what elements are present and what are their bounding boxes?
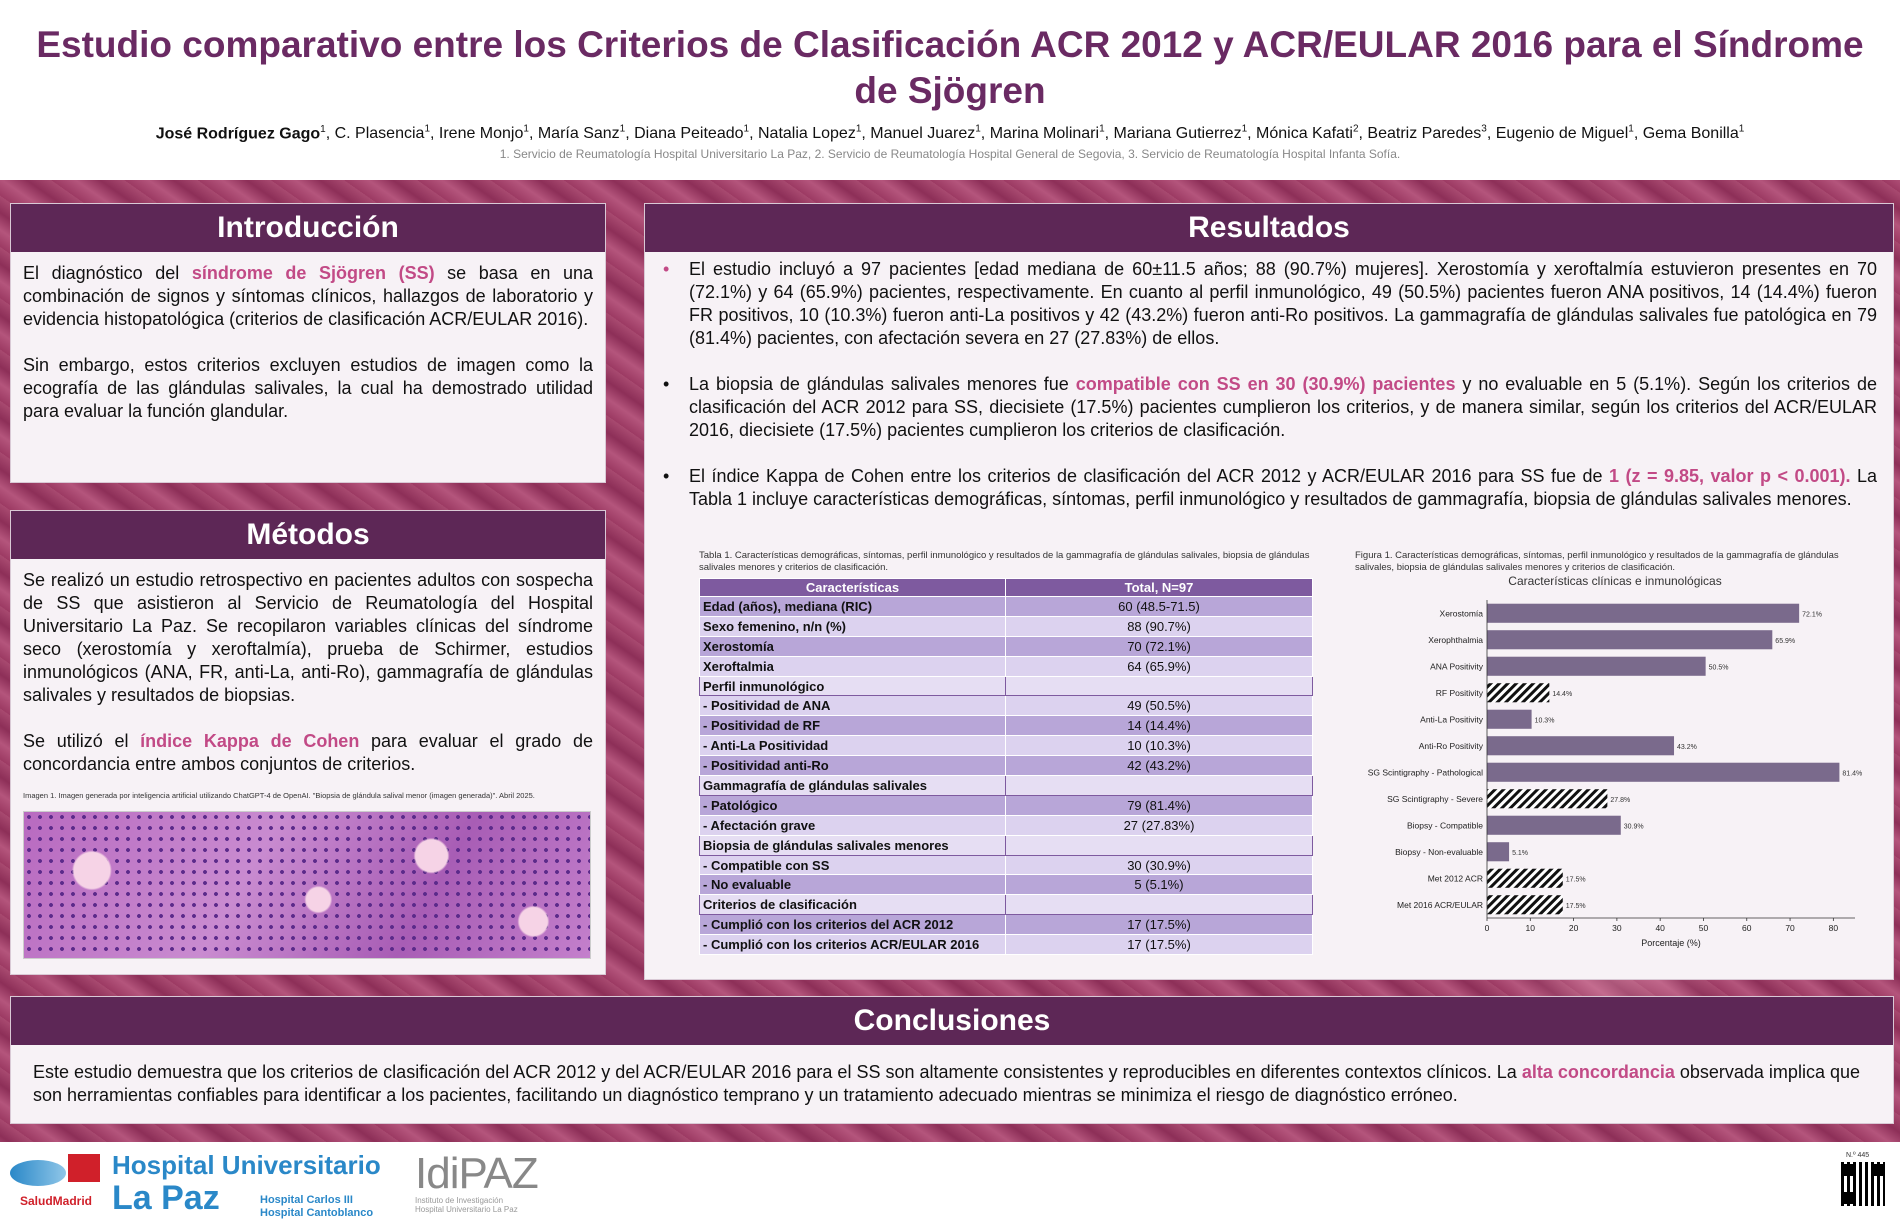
chart-category-label: SG Scintigraphy - Severe [1387, 793, 1483, 804]
table-cell-value: 70 (72.1%) [1006, 636, 1313, 656]
bullet-icon: • [663, 259, 670, 279]
chart-bar [1487, 630, 1772, 649]
chart-data-label: 10.3% [1534, 717, 1555, 725]
highlight-sjogren: síndrome de Sjögren (SS) [191, 263, 435, 283]
table-row [700, 935, 1313, 955]
figure-caption: Figura 1. Características demográficas, síntomas, perfil inmunológico y resultados de la gammagrafía de glándulas salivales, biopsia de glándulas salivales menores y criterios de clasificación. [1355, 550, 1839, 573]
table-cell-value: 17 (17.5%) [1006, 915, 1313, 935]
chart-title: Características clínicas e inmunológicas [1508, 574, 1722, 588]
chart-bar [1487, 869, 1563, 888]
bar-chart [1355, 588, 1875, 958]
table-cell-value: 42 (43.2%) [1006, 756, 1313, 776]
chart-data-label: 27.8% [1610, 796, 1631, 804]
coauthor: , María Sanz$^1$ [528, 124, 626, 143]
intro-paragraph-1: El diagnóstico del síndrome de Sjögren (SS) se basa en una combinación de signos y síntomas clínicos, hallazgos de laboratorio y evidencia histopatológica (criterios de clasificación ACR/EULAR 2016). [23, 263, 593, 329]
table-cell-label: - Patológico [700, 795, 1006, 815]
table-cell-label: - Afectación grave [700, 815, 1006, 835]
table-cell-value [1006, 895, 1313, 915]
chart-data-label: 17.5% [1565, 876, 1586, 884]
bullet-icon: • [663, 374, 670, 394]
chart-data-label: 17.5% [1565, 902, 1586, 910]
footer [0, 1142, 1900, 1221]
table-cell-value: 88 (90.7%) [1006, 616, 1313, 636]
characteristics-table [699, 578, 1313, 955]
chart-bar [1487, 657, 1706, 676]
poster-header [0, 0, 1900, 180]
chart-data-label: 14.4% [1552, 690, 1573, 698]
table-row [700, 776, 1313, 796]
results-bullet-2: • La biopsia de glándulas salivales menores fue compatible con SS en 30 (30.9%) pacientes y no evaluable en 5 (5.1%). Según los criterios de clasificación del ACR 2012 para SS, diecisiete (17.5%) pacientes cumplieron los criterios, y de manera similar, según los criterios del ACR/EULAR 2016, diecisiete (17.5%) pacientes cumplieron los criterios de clasificación. [663, 374, 1877, 440]
chart-category-label: Anti-La Positivity [1420, 714, 1483, 725]
poster-title: Estudio comparativo entre los Criterios de Clasificación ACR 2012 y ACR/EULAR 2016 para el Síndrome de Sjögren [36, 24, 1864, 111]
chart-category-label: Biopsy - Compatible [1406, 820, 1483, 831]
table-cell-label: Edad (años), mediana (RIC) [700, 597, 1006, 617]
table-row [700, 756, 1313, 776]
chart-category-label: Biopsy - Non-evaluable [1395, 846, 1483, 857]
results-list [645, 252, 1893, 511]
coauthor: , Marina Molinari$^1$ [980, 124, 1105, 143]
table-cell-label: Perfil inmunológico [700, 676, 1006, 696]
table-row [700, 855, 1313, 875]
intro-paragraph-2: Sin embargo, estos criterios excluyen estudios de imagen como la ecografía de las glándulas salivales, la cual ha demostrado utilidad para evaluar la función glandular. [23, 355, 593, 421]
coauthor: , Diana Peiteado$^1$ [625, 124, 750, 143]
highlight-concordance: alta concordancia [1521, 1062, 1675, 1082]
table-cell-label: Sexo femenino, n/n (%) [700, 616, 1006, 636]
table-cell-value: 60 (48.5-71.5) [1006, 597, 1313, 617]
coauthor: , Eugenio de Miguel$^1$ [1486, 124, 1634, 143]
coauthor: , Irene Monjo$^1$ [430, 124, 529, 143]
methods-paragraph-1: Se realizó un estudio retrospectivo en pacientes adultos con sospecha de SS que asistieron al Servicio de Reumatología del Hospital Universitario La Paz. Se recopilaron variables clínicas del síndrome seco (xerostomía y xeroftalmía), prueba de Schirmer, estudios inmunológicos (ANA, FR, anti-La, anti-Ro), gammagrafía de glándulas salivales y resultados de biopsias. [23, 570, 593, 705]
chart-data-label: 50.5% [1708, 664, 1729, 672]
results-bullet-3: • El índice Kappa de Cohen entre los criterios de clasificación del ACR 2012 y ACR/EULAR 2016 para SS fue de 1 (z = 9.85, valor p < 0.001). La Tabla 1 incluye características demográficas, síntomas, perfil inmunológico y resultados de gammagrafía, biopsia de glándulas salivales menores. [663, 466, 1877, 509]
table-row [700, 815, 1313, 835]
chart-data-label: 81.4% [1842, 770, 1863, 778]
table-cell-value: 14 (14.4%) [1006, 716, 1313, 736]
coauthor: , C. Plasencia$^1$ [325, 124, 430, 143]
affiliations: 1. Servicio de Reumatología Hospital Universitario La Paz, 2. Servicio de Reumatología Hospital General de Segovia, 3. Servicio de Reumatología Hospital Infanta Sofía. [499, 147, 1401, 162]
chart-category-label: RF Positivity [1435, 687, 1483, 698]
coauthor: , Mónica Kafati$^2$ [1247, 124, 1359, 143]
table-row [700, 736, 1313, 756]
chart-category-label: Anti-Ro Positivity [1418, 740, 1483, 751]
chart-data-label: 72.1% [1802, 611, 1823, 619]
table-cell-label: - Anti-La Positividad [700, 736, 1006, 756]
table-cell-value: 17 (17.5%) [1006, 935, 1313, 955]
table-row [700, 915, 1313, 935]
table-cell-label: - Cumplió con los criterios del ACR 2012 [700, 915, 1006, 935]
table-cell-value: 10 (10.3%) [1006, 736, 1313, 756]
table-cell-value: 27 (27.83%) [1006, 815, 1313, 835]
chart-data-label: 5.1% [1512, 849, 1529, 857]
coauthors [326, 125, 1745, 142]
salud-madrid-logo: SaludMadrid [10, 1150, 102, 1214]
x-tick-label: 70 [1785, 923, 1795, 933]
results-panel [644, 203, 1894, 980]
table-cell-label: - Cumplió con los criterios ACR/EULAR 2016 [700, 935, 1006, 955]
coauthor: , Beatriz Paredes$^3$ [1358, 124, 1487, 143]
table-cell-value [1006, 676, 1313, 696]
conclusions-text: Este estudio demuestra que los criterios de clasificación del ACR 2012 y del ACR/EULAR 2016 para el SS son altamente consistentes y reproducibles en diferentes contextos clínicos. La alta concordancia observada implica que son herramientas confiables para identificar a los pacientes, facilitando un diagnóstico temprano y un tratamiento adecuado mientras se minimiza el riesgo de diagnóstico erróneo. [33, 1062, 1860, 1105]
chart-bar [1487, 710, 1532, 729]
coauthor: , Gema Bonilla$^1$ [1633, 124, 1745, 143]
chart-data-label: 65.9% [1775, 637, 1796, 645]
coauthor: , Natalia Lopez$^1$ [749, 124, 862, 143]
x-tick-label: 40 [1655, 923, 1665, 933]
table-1 [699, 550, 1319, 955]
table-cell-value: 64 (65.9%) [1006, 656, 1313, 676]
conclusions-panel [10, 996, 1894, 1124]
table-cell-value: 5 (5.1%) [1006, 875, 1313, 895]
x-tick-label: 60 [1742, 923, 1752, 933]
chart-category-label: Xerostomía [1439, 608, 1483, 619]
x-tick-label: 20 [1568, 923, 1579, 933]
table-row [700, 616, 1313, 636]
bullet-icon: • [663, 466, 670, 486]
table-row [700, 895, 1313, 915]
table-row [700, 716, 1313, 736]
poster-number: N.º 445 [1846, 1152, 1870, 1159]
intro-panel [10, 203, 606, 483]
table-cell-label: - Compatible con SS [700, 855, 1006, 875]
table-cell-label: - No evaluable [700, 875, 1006, 895]
first-author: José Rodríguez Gago [155, 125, 321, 143]
results-bullet-1: • El estudio incluyó a 97 pacientes [edad mediana de 60±11.5 años; 88 (90.7%) mujeres]. Xerostomía y xeroftalmía estuvieron presentes en 70 (72.1%) y 64 (65.9%) pacientes, respectivamente. En cuanto al perfil inmunológico, 49 (50.5%) pacientes fueron ANA positivos, 14 (14.4%) fueron FR positivos, 10 (10.3%) fueron anti-La positivos y 42 (43.2%) fueron anti-Ro positivos. La gammagrafía de glándulas salivales fue patológica en 79 (81.4%) pacientes, con afectación severa en 27 (27.83%) de ellos. [663, 259, 1877, 348]
table-cell-label: - Positividad anti-Ro [700, 756, 1006, 776]
highlight-kappa: índice Kappa de Cohen [140, 731, 360, 751]
table-row [700, 795, 1313, 815]
table-row [700, 875, 1313, 895]
table-row [700, 835, 1313, 855]
table-cell-value: 79 (81.4%) [1006, 795, 1313, 815]
chart-category-label: ANA Positivity [1430, 661, 1483, 672]
results-heading: Resultados [645, 204, 1893, 252]
table-cell-label: - Positividad de ANA [700, 696, 1006, 716]
table-cell-value: 30 (30.9%) [1006, 855, 1313, 875]
table-cell-value [1006, 776, 1313, 796]
table-row [700, 597, 1313, 617]
methods-panel [10, 510, 606, 975]
chart-category-label: SG Scintigraphy - Pathological [1367, 767, 1483, 778]
author-list: José Rodríguez Gago$^1$, C. Plasencia$^1$, Irene Monjo$^1$, María Sanz$^1$, Diana Peiteado$^1$, Natalia Lopez$^1$, Manuel Juarez$^1$, Marina Molinari$^1$, Mariana Gutierrez$^1$, Mónica Kafati$^2$, Beatriz Paredes$^3$, Eugenio de Miguel$^1$, Gema Bonilla$^1$ [155, 124, 1745, 143]
x-axis-label: Porcentaje (%) [1641, 938, 1701, 948]
chart-bar [1487, 763, 1839, 782]
table-cell-label: Criterios de clasificación [700, 895, 1006, 915]
methods-heading: Métodos [11, 511, 605, 559]
methods-paragraph-2: Se utilizó el índice Kappa de Cohen para evaluar el grado de concordancia entre ambos conjuntos de criterios. [23, 731, 593, 774]
table-header: Características [700, 579, 1006, 597]
highlight-kappa-value: 1 (z = 9.85, valor p < 0.001). [1609, 466, 1851, 486]
chart-category-label: Met 2016 ACR/EULAR [1397, 899, 1483, 910]
highlight-biopsy: compatible con SS en 30 (30.9%) pacientes [1075, 374, 1456, 394]
x-tick-label: 80 [1828, 923, 1839, 933]
histology-image [23, 811, 591, 959]
table-cell-value [1006, 835, 1313, 855]
chart-category-label: Xerophthalmia [1428, 634, 1483, 645]
chart-bar [1487, 842, 1509, 861]
table-cell-value: 49 (50.5%) [1006, 696, 1313, 716]
x-tick-label: 10 [1525, 923, 1536, 933]
x-tick-label: 30 [1612, 923, 1622, 933]
table-row [700, 636, 1313, 656]
image-caption: Imagen 1. Imagen generada por inteligencia artificial utilizando ChatGPT-4 de OpenAI. "Biopsia de glándula salival menor (imagen generada)". Abril 2025. [23, 791, 535, 800]
chart-data-label: 30.9% [1623, 823, 1644, 831]
x-tick-label: 0 [1484, 923, 1490, 933]
table-cell-label: Xeroftalmia [700, 656, 1006, 676]
chart-bar [1487, 604, 1799, 623]
table-cell-label: Gammagrafía de glándulas salivales [700, 776, 1006, 796]
table-row [700, 696, 1313, 716]
chart-category-label: Met 2012 ACR [1427, 873, 1483, 884]
x-tick-label: 50 [1698, 923, 1709, 933]
chart-bar [1487, 895, 1563, 914]
intro-heading: Introducción [11, 204, 605, 252]
table-header: Total, N=97 [1006, 579, 1313, 597]
table-row [700, 676, 1313, 696]
coauthor: , Mariana Gutierrez$^1$ [1104, 124, 1248, 143]
coauthor: , Manuel Juarez$^1$ [861, 124, 981, 143]
table-cell-label: Biopsia de glándulas salivales menores [700, 835, 1006, 855]
chart-bar [1487, 736, 1674, 755]
chart-bar [1487, 789, 1607, 808]
qr-code-icon [1841, 1162, 1885, 1206]
hospital-logo: Hospital Universitario La Paz Hospital Carlos III Hospital Cantoblanco [112, 1150, 381, 1219]
table-cell-label: - Positividad de RF [700, 716, 1006, 736]
table-caption: Tabla 1. Características demográficas, síntomas, perfil inmunológico y resultados de la gammagrafía de glándulas salivales, biopsia de glándulas salivales menores y criterios de clasificación. [699, 550, 1310, 573]
figure-1 [1355, 550, 1875, 963]
chart-bar [1487, 683, 1549, 702]
chart-data-label: 43.2% [1677, 743, 1697, 751]
table-row [700, 656, 1313, 676]
chart-bar [1487, 816, 1621, 835]
idipaz-logo: IdiPAZ Instituto de Investigación Hospital Universitario La Paz [415, 1149, 538, 1214]
conclusions-heading: Conclusiones [11, 997, 1893, 1045]
table-cell-label: Xerostomía [700, 636, 1006, 656]
